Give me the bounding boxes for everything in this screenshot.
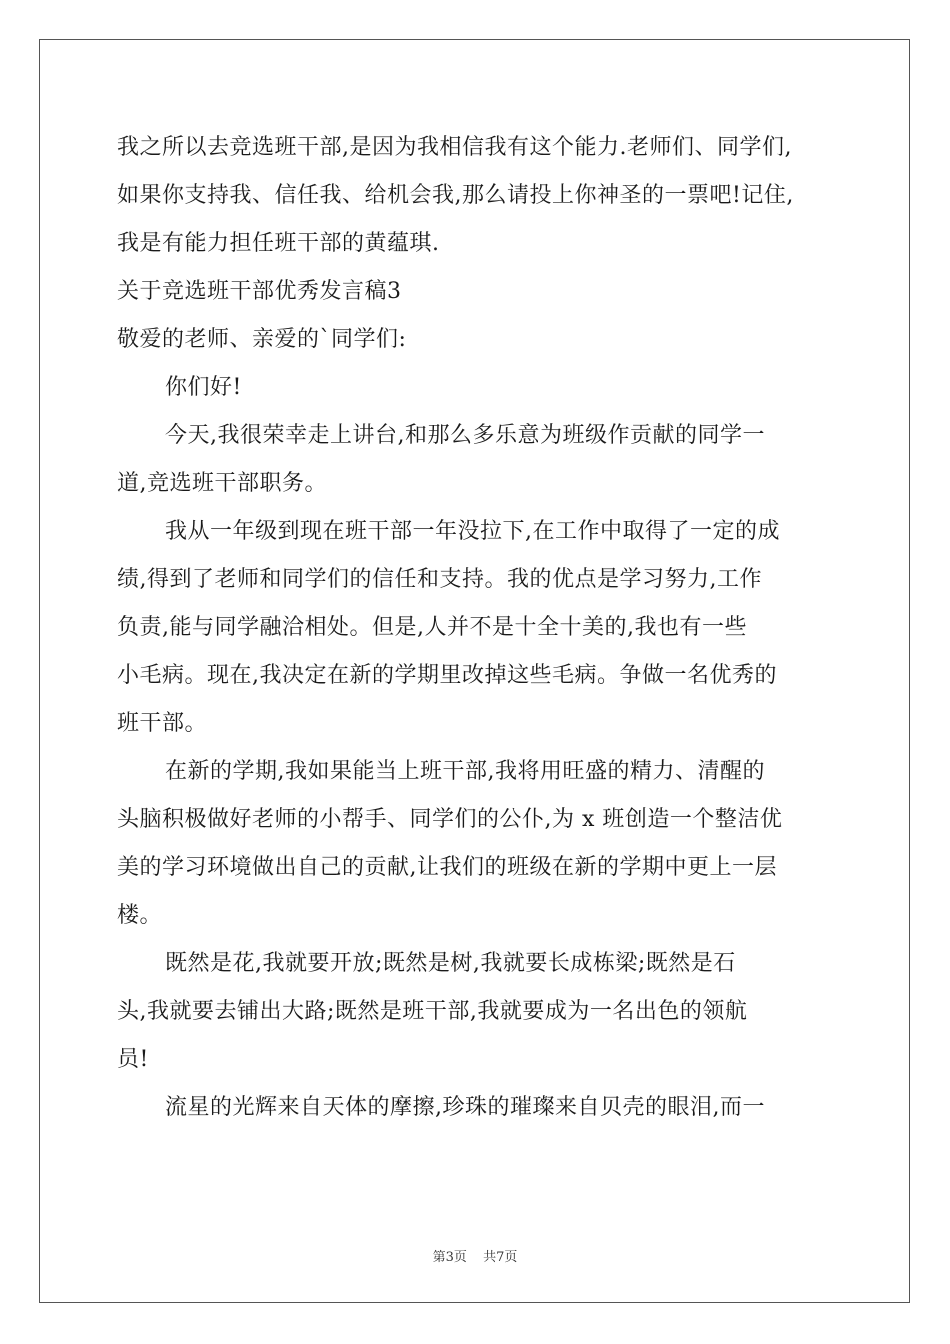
page-number-current: 第3页 <box>432 1250 467 1265</box>
document-body <box>117 128 837 1136</box>
text-line: 既然是花,我就要开放;既然是树,我就要长成栋梁;既然是石 <box>165 951 736 976</box>
page-footer <box>0 1246 950 1265</box>
text-line: 在新的学期,我如果能当上班干部,我将用旺盛的精力、清醒的 <box>165 759 765 784</box>
text-line: 今天,我很荣幸走上讲台,和那么多乐意为班级作贡献的同学一 <box>165 423 765 448</box>
text-line: 道,竞选班干部职务。 <box>117 471 327 496</box>
text-line: 小毛病。现在,我决定在新的学期里改掉这些毛病。争做一名优秀的 <box>117 663 777 688</box>
text-line: 负责,能与同学融洽相处。但是,人并不是十全十美的,我也有一些 <box>117 615 747 640</box>
text-line: 关于竞选班干部优秀发言稿3 <box>117 279 402 304</box>
text-line: 你们好! <box>165 375 242 400</box>
text-line: 如果你支持我、信任我、给机会我,那么请投上你神圣的一票吧!记住, <box>117 183 794 208</box>
text-line: 头,我就要去铺出大路;既然是班干部,我就要成为一名出色的领航 <box>117 999 748 1024</box>
text-line: 我是有能力担任班干部的黄蕴琪. <box>117 231 440 256</box>
text-line: 楼。 <box>117 903 163 928</box>
text-line: 我从一年级到现在班干部一年没拉下,在工作中取得了一定的成 <box>165 519 780 544</box>
page-number-total: 共7页 <box>483 1250 518 1265</box>
text-line: 头脑积极做好老师的小帮手、同学们的公仆,为 x 班创造一个整洁优 <box>117 807 783 832</box>
text-line: 员! <box>117 1047 149 1072</box>
text-line: 绩,得到了老师和同学们的信任和支持。我的优点是学习努力,工作 <box>117 567 762 592</box>
text-line: 我之所以去竞选班干部,是因为我相信我有这个能力.老师们、同学们, <box>117 135 792 160</box>
text-line: 班干部。 <box>117 711 208 736</box>
text-line: 美的学习环境做出自己的贡献,让我们的班级在新的学期中更上一层 <box>117 855 777 880</box>
text-line: 流星的光辉来自天体的摩擦,珍珠的璀璨来自贝壳的眼泪,而一 <box>165 1095 765 1120</box>
text-line: 敬爱的老师、亲爱的`同学们: <box>117 327 407 352</box>
